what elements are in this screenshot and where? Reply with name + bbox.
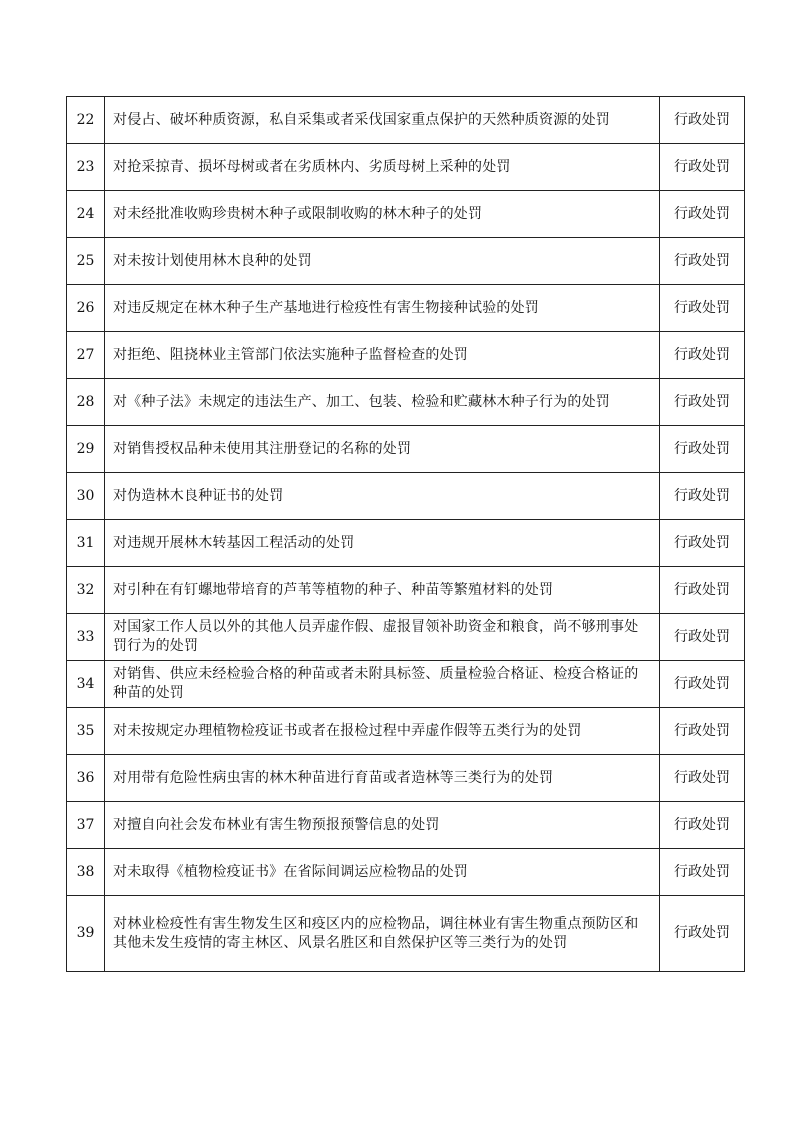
item-description: 对用带有危险性病虫害的林木种苗进行育苗或者造林等三类行为的处罚 <box>105 755 660 802</box>
item-type: 行政处罚 <box>660 896 745 972</box>
table-row <box>67 97 745 144</box>
item-type: 行政处罚 <box>660 144 745 191</box>
item-description: 对未经批准收购珍贵树木种子或限制收购的林木种子的处罚 <box>105 191 660 238</box>
table-row <box>67 426 745 473</box>
item-description: 对未取得《植物检疫证书》在省际间调运应检物品的处罚 <box>105 849 660 896</box>
item-type: 行政处罚 <box>660 849 745 896</box>
table-row <box>67 661 745 708</box>
item-type: 行政处罚 <box>660 191 745 238</box>
table-row <box>67 614 745 661</box>
item-type: 行政处罚 <box>660 379 745 426</box>
item-description: 对销售、供应未经检验合格的种苗或者未附具标签、质量检验合格证、检疫合格证的种苗的处罚 <box>105 661 660 708</box>
item-type: 行政处罚 <box>660 755 745 802</box>
table-row <box>67 755 745 802</box>
item-description: 对擅自向社会发布林业有害生物预报预警信息的处罚 <box>105 802 660 849</box>
table-row <box>67 896 745 972</box>
table-row <box>67 285 745 332</box>
item-number: 29 <box>67 426 105 473</box>
item-number: 28 <box>67 379 105 426</box>
item-number: 31 <box>67 520 105 567</box>
penalty-items-table <box>66 96 745 972</box>
item-type: 行政处罚 <box>660 802 745 849</box>
item-number: 34 <box>67 661 105 708</box>
item-type: 行政处罚 <box>660 97 745 144</box>
item-description: 对引种在有钉螺地带培育的芦苇等植物的种子、种苗等繁殖材料的处罚 <box>105 567 660 614</box>
item-description: 对未按规定办理植物检疫证书或者在报检过程中弄虚作假等五类行为的处罚 <box>105 708 660 755</box>
item-description: 对林业检疫性有害生物发生区和疫区内的应检物品，调往林业有害生物重点预防区和其他未发生疫情的寄主林区、风景名胜区和自然保护区等三类行为的处罚 <box>105 896 660 972</box>
item-type: 行政处罚 <box>660 708 745 755</box>
item-number: 35 <box>67 708 105 755</box>
item-type: 行政处罚 <box>660 426 745 473</box>
item-description: 对伪造林木良种证书的处罚 <box>105 473 660 520</box>
item-number: 37 <box>67 802 105 849</box>
item-number: 36 <box>67 755 105 802</box>
item-description: 对未按计划使用林木良种的处罚 <box>105 238 660 285</box>
item-description: 对侵占、破坏种质资源，私自采集或者采伐国家重点保护的天然种质资源的处罚 <box>105 97 660 144</box>
item-description: 对国家工作人员以外的其他人员弄虚作假、虚报冒领补助资金和粮食，尚不够刑事处罚行为的处罚 <box>105 614 660 661</box>
table-row <box>67 332 745 379</box>
item-number: 25 <box>67 238 105 285</box>
item-number: 33 <box>67 614 105 661</box>
table-row <box>67 708 745 755</box>
table-row <box>67 520 745 567</box>
item-type: 行政处罚 <box>660 614 745 661</box>
item-description: 对销售授权品种未使用其注册登记的名称的处罚 <box>105 426 660 473</box>
item-description: 对违反规定在林木种子生产基地进行检疫性有害生物接种试验的处罚 <box>105 285 660 332</box>
table-row <box>67 473 745 520</box>
item-number: 39 <box>67 896 105 972</box>
table-row <box>67 379 745 426</box>
item-description: 对《种子法》未规定的违法生产、加工、包装、检验和贮藏林木种子行为的处罚 <box>105 379 660 426</box>
item-number: 30 <box>67 473 105 520</box>
item-number: 22 <box>67 97 105 144</box>
item-number: 26 <box>67 285 105 332</box>
item-description: 对拒绝、阻挠林业主管部门依法实施种子监督检查的处罚 <box>105 332 660 379</box>
item-type: 行政处罚 <box>660 567 745 614</box>
item-type: 行政处罚 <box>660 238 745 285</box>
item-description: 对抢采掠青、损坏母树或者在劣质林内、劣质母树上采种的处罚 <box>105 144 660 191</box>
item-type: 行政处罚 <box>660 520 745 567</box>
item-number: 24 <box>67 191 105 238</box>
item-type: 行政处罚 <box>660 332 745 379</box>
table-row <box>67 191 745 238</box>
item-description: 对违规开展林木转基因工程活动的处罚 <box>105 520 660 567</box>
item-number: 32 <box>67 567 105 614</box>
table-row <box>67 567 745 614</box>
table-row <box>67 238 745 285</box>
item-type: 行政处罚 <box>660 661 745 708</box>
item-type: 行政处罚 <box>660 285 745 332</box>
item-number: 38 <box>67 849 105 896</box>
table-row <box>67 802 745 849</box>
table-row <box>67 144 745 191</box>
item-type: 行政处罚 <box>660 473 745 520</box>
table-row <box>67 849 745 896</box>
item-number: 23 <box>67 144 105 191</box>
item-number: 27 <box>67 332 105 379</box>
